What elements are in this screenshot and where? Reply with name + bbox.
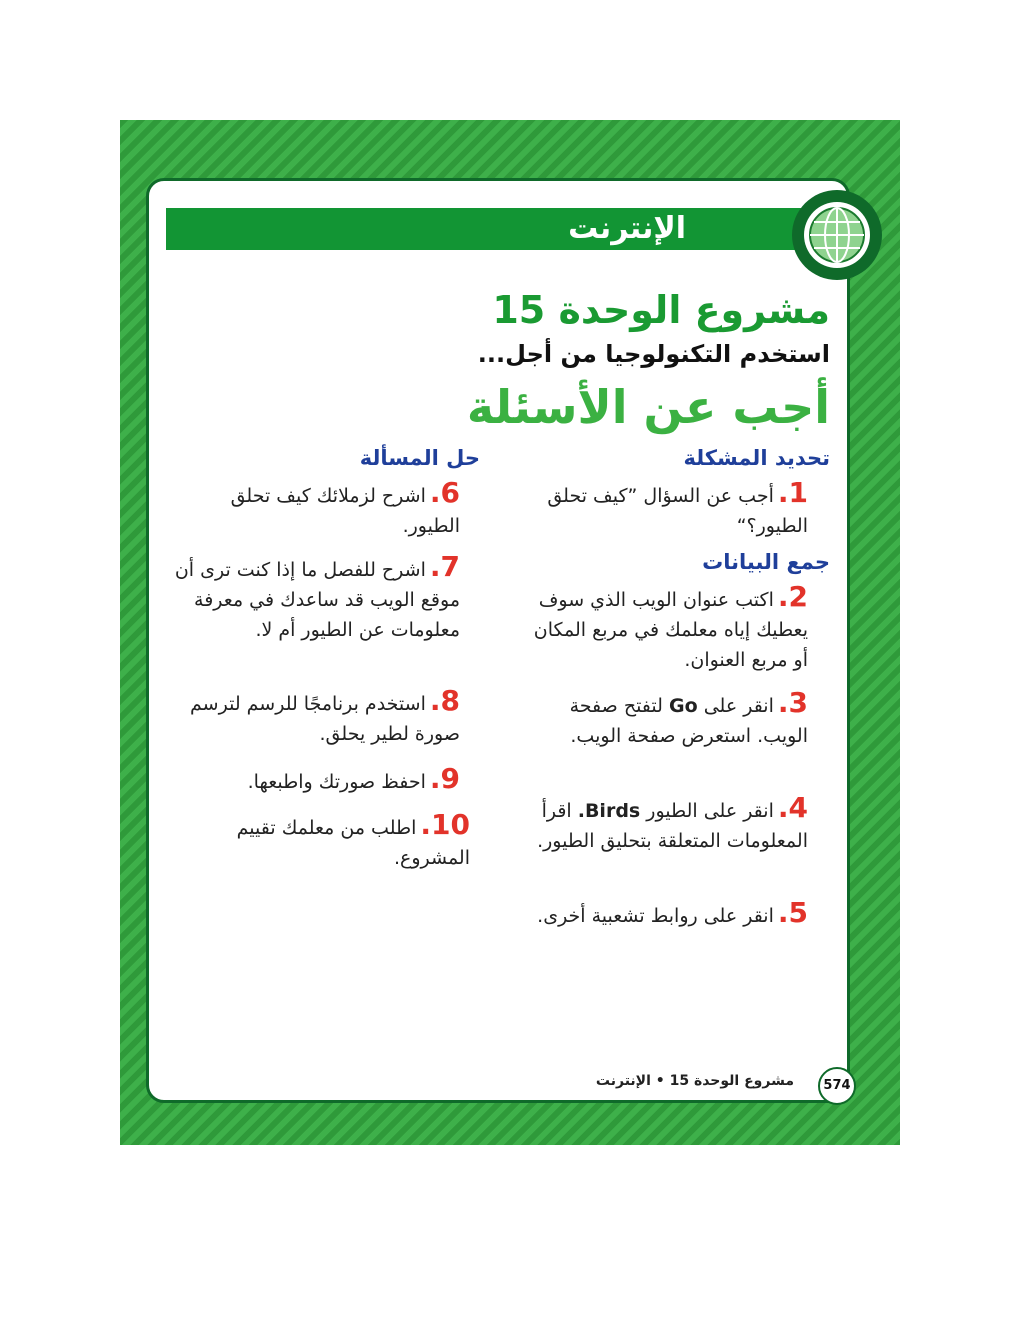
project-title: مشروع الوحدة 15 [492, 288, 830, 332]
item-text: استخدم برنامجًا للرسم لترسم صورة لطير يحلق. [190, 693, 460, 745]
birds-keyword: Birds. [577, 800, 641, 822]
section-solve-problem: حل المسألة [359, 446, 480, 470]
item-text: لتفتح صفحة الويب. استعرض صفحة الويب. [569, 695, 808, 747]
main-heading: أجب عن الأسئلة [466, 380, 830, 434]
item-number: 5. [777, 896, 808, 929]
item-text: اقرأ المعلومات المتعلقة بتحليق الطيور. [537, 800, 808, 852]
item-number: 3. [777, 686, 808, 719]
item-text: انقر على الطيور [646, 800, 774, 822]
item-text: انقر على روابط تشعبية أخرى. [537, 905, 774, 927]
item-text: اطلب من معلمك تقييم المشروع. [236, 817, 470, 869]
item-number: 2. [777, 580, 808, 613]
internet-banner [166, 208, 806, 250]
list-item [160, 686, 460, 749]
item-number: 9. [429, 762, 460, 795]
list-item [170, 764, 460, 797]
list-item [518, 793, 808, 856]
subtitle: استخدم التكنولوجيا من أجل... [477, 340, 830, 368]
go-keyword: Go [669, 695, 698, 717]
list-item [518, 582, 808, 675]
section-identify-problem: تحديد المشكلة [683, 446, 830, 470]
page-number: 574 [818, 1067, 856, 1105]
list-item [200, 810, 470, 873]
item-text: اشرح للفصل ما إذا كنت ترى أن موقع الويب قد ساعدك في معرفة معلومات عن الطيور أم لا. [174, 559, 460, 641]
list-item [518, 688, 808, 751]
item-text: انقر على [703, 695, 774, 717]
section-collect-data: جمع البيانات [702, 550, 830, 574]
footer-text: مشروع الوحدة 15 • الإنترنت [595, 1073, 794, 1089]
list-item [170, 478, 460, 541]
item-number: 6. [429, 476, 460, 509]
item-text: احفظ صورتك واطبعها. [247, 771, 426, 793]
item-number: 10. [420, 808, 470, 841]
item-number: 7. [429, 550, 460, 583]
item-text: أجب عن السؤال ”كيف تحلق الطيور؟“ [547, 485, 808, 537]
item-text: اكتب عنوان الويب الذي سوف يعطيك إياه معلمك في مربع المكان أو مربع العنوان. [533, 589, 808, 671]
list-item [518, 478, 808, 541]
item-number: 4. [777, 791, 808, 824]
list-item [518, 898, 808, 931]
list-item [170, 552, 460, 645]
item-number: 8. [429, 684, 460, 717]
item-text: اشرح لزملائك كيف تحلق الطيور. [230, 485, 460, 537]
banner-title: الإنترنت [568, 211, 686, 246]
globe-icon [804, 202, 870, 268]
item-number: 1. [777, 476, 808, 509]
